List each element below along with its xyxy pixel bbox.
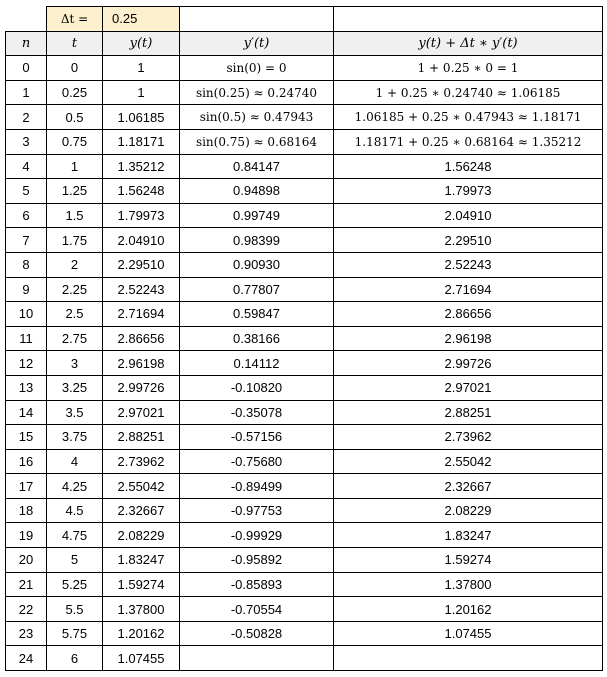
cell-next-y: 2.86656 [334, 302, 603, 327]
cell-y: 1.56248 [103, 179, 180, 204]
cell-y-prime: 0.99749 [180, 203, 334, 228]
cell-n: 0 [6, 56, 47, 81]
cell-y: 2.04910 [103, 228, 180, 253]
cell-y: 2.32667 [103, 498, 180, 523]
table-row [6, 548, 603, 573]
cell-n: 23 [6, 621, 47, 646]
cell-y: 2.55042 [103, 474, 180, 499]
cell-n: 1 [6, 80, 47, 105]
cell-y: 2.97021 [103, 400, 180, 425]
cell-y: 1 [103, 80, 180, 105]
cell-next-y: 1.37800 [334, 572, 603, 597]
cell-y-prime: -0.99929 [180, 523, 334, 548]
cell-y: 1.18171 [103, 129, 180, 154]
cell-t: 1.5 [47, 203, 103, 228]
cell-n: 13 [6, 375, 47, 400]
empty-cell [334, 7, 603, 32]
cell-next-y: 2.97021 [334, 375, 603, 400]
cell-next-y: 2.71694 [334, 277, 603, 302]
cell-y-prime: -0.57156 [180, 425, 334, 450]
header-next-y: y(t) + Δt ∗ y′(t) [334, 31, 603, 56]
table-row [6, 179, 603, 204]
cell-next-y: 2.55042 [334, 449, 603, 474]
cell-n: 15 [6, 425, 47, 450]
cell-n: 10 [6, 302, 47, 327]
cell-t: 0 [47, 56, 103, 81]
cell-t: 5.5 [47, 597, 103, 622]
cell-t: 3.75 [47, 425, 103, 450]
table-row [6, 474, 603, 499]
cell-t: 1.25 [47, 179, 103, 204]
cell-y-prime: sin(0.5) ≈ 0.47943 [180, 105, 334, 130]
cell-n: 3 [6, 129, 47, 154]
cell-next-y: 1.20162 [334, 597, 603, 622]
cell-t: 2.25 [47, 277, 103, 302]
cell-y: 1.59274 [103, 572, 180, 597]
cell-y: 2.88251 [103, 425, 180, 450]
cell-n: 2 [6, 105, 47, 130]
cell-y-prime: 0.94898 [180, 179, 334, 204]
table-row [6, 203, 603, 228]
cell-y-prime [180, 646, 334, 671]
cell-y-prime: -0.10820 [180, 375, 334, 400]
cell-t: 5.25 [47, 572, 103, 597]
table-row [6, 523, 603, 548]
cell-t: 0.25 [47, 80, 103, 105]
cell-y-prime: 0.59847 [180, 302, 334, 327]
table-row [6, 252, 603, 277]
cell-next-y: 1 + 0.25 ∗ 0 = 1 [334, 56, 603, 81]
header-y-prime: y′(t) [180, 31, 334, 56]
cell-t: 5 [47, 548, 103, 573]
cell-t: 5.75 [47, 621, 103, 646]
cell-y-prime: -0.35078 [180, 400, 334, 425]
table-row [6, 449, 603, 474]
cell-next-y: 2.29510 [334, 228, 603, 253]
cell-y-prime: 0.38166 [180, 326, 334, 351]
cell-y: 1.06185 [103, 105, 180, 130]
cell-next-y: 2.73962 [334, 425, 603, 450]
cell-next-y: 1.06185 + 0.25 ∗ 0.47943 ≈ 1.18171 [334, 105, 603, 130]
table-row [6, 597, 603, 622]
cell-y: 1.37800 [103, 597, 180, 622]
empty-cell [180, 7, 334, 32]
cell-next-y: 1 + 0.25 ∗ 0.24740 ≈ 1.06185 [334, 80, 603, 105]
cell-next-y: 2.52243 [334, 252, 603, 277]
cell-y: 2.08229 [103, 523, 180, 548]
cell-t: 3.25 [47, 375, 103, 400]
cell-y-prime: -0.89499 [180, 474, 334, 499]
table-row [6, 129, 603, 154]
cell-n: 17 [6, 474, 47, 499]
euler-table-body [6, 7, 603, 671]
cell-next-y [334, 646, 603, 671]
cell-next-y: 2.96198 [334, 326, 603, 351]
cell-t: 0.5 [47, 105, 103, 130]
table-row [6, 498, 603, 523]
header-row [6, 31, 603, 56]
table-row [6, 105, 603, 130]
cell-y: 2.99726 [103, 375, 180, 400]
cell-y: 2.73962 [103, 449, 180, 474]
cell-n: 16 [6, 449, 47, 474]
cell-t: 1.75 [47, 228, 103, 253]
cell-y-prime: -0.75680 [180, 449, 334, 474]
table-row [6, 277, 603, 302]
cell-t: 4.75 [47, 523, 103, 548]
cell-next-y: 1.56248 [334, 154, 603, 179]
cell-next-y: 1.59274 [334, 548, 603, 573]
cell-n: 9 [6, 277, 47, 302]
cell-y-prime: 0.90930 [180, 252, 334, 277]
cell-t: 3.5 [47, 400, 103, 425]
table-row [6, 400, 603, 425]
cell-y: 1.20162 [103, 621, 180, 646]
cell-y-prime: sin(0.75) ≈ 0.68164 [180, 129, 334, 154]
cell-t: 4 [47, 449, 103, 474]
cell-n: 18 [6, 498, 47, 523]
table-row [6, 646, 603, 671]
cell-y: 2.86656 [103, 326, 180, 351]
cell-n: 20 [6, 548, 47, 573]
delta-t-label: Δt = [47, 7, 103, 32]
cell-n: 4 [6, 154, 47, 179]
table-row [6, 326, 603, 351]
cell-y: 2.71694 [103, 302, 180, 327]
table-row [6, 351, 603, 376]
cell-t: 1 [47, 154, 103, 179]
cell-t: 4.5 [47, 498, 103, 523]
cell-next-y: 1.79973 [334, 179, 603, 204]
cell-next-y: 2.04910 [334, 203, 603, 228]
delta-t-value: 0.25 [103, 7, 180, 32]
cell-y: 1.79973 [103, 203, 180, 228]
delta-t-row [6, 7, 603, 32]
cell-n: 11 [6, 326, 47, 351]
cell-next-y: 1.18171 + 0.25 ∗ 0.68164 ≈ 1.35212 [334, 129, 603, 154]
cell-n: 21 [6, 572, 47, 597]
cell-t: 0.75 [47, 129, 103, 154]
table-row [6, 621, 603, 646]
cell-next-y: 2.88251 [334, 400, 603, 425]
cell-n: 24 [6, 646, 47, 671]
cell-t: 2 [47, 252, 103, 277]
header-y: y(t) [103, 31, 180, 56]
cell-t: 3 [47, 351, 103, 376]
cell-n: 14 [6, 400, 47, 425]
table-row [6, 572, 603, 597]
table-row [6, 228, 603, 253]
cell-y: 1.07455 [103, 646, 180, 671]
cell-y: 1.35212 [103, 154, 180, 179]
cell-y-prime: -0.50828 [180, 621, 334, 646]
cell-y: 2.52243 [103, 277, 180, 302]
cell-t: 2.5 [47, 302, 103, 327]
cell-y: 2.29510 [103, 252, 180, 277]
cell-n: 7 [6, 228, 47, 253]
cell-y-prime: -0.70554 [180, 597, 334, 622]
table-row [6, 56, 603, 81]
table-row [6, 302, 603, 327]
euler-table [5, 6, 603, 671]
cell-y-prime: 0.98399 [180, 228, 334, 253]
cell-n: 5 [6, 179, 47, 204]
cell-next-y: 2.99726 [334, 351, 603, 376]
cell-y-prime: 0.84147 [180, 154, 334, 179]
cell-y: 1.83247 [103, 548, 180, 573]
cell-y-prime: 0.77807 [180, 277, 334, 302]
cell-y-prime: 0.14112 [180, 351, 334, 376]
cell-n: 6 [6, 203, 47, 228]
cell-n: 22 [6, 597, 47, 622]
header-t: t [47, 31, 103, 56]
table-row [6, 425, 603, 450]
cell-t: 2.75 [47, 326, 103, 351]
cell-y-prime: sin(0.25) ≈ 0.24740 [180, 80, 334, 105]
cell-n: 12 [6, 351, 47, 376]
table-row [6, 375, 603, 400]
cell-t: 4.25 [47, 474, 103, 499]
empty-cell [6, 7, 47, 32]
cell-next-y: 2.32667 [334, 474, 603, 499]
cell-y-prime: -0.95892 [180, 548, 334, 573]
table-row [6, 154, 603, 179]
cell-next-y: 2.08229 [334, 498, 603, 523]
cell-n: 8 [6, 252, 47, 277]
cell-n: 19 [6, 523, 47, 548]
cell-y-prime: -0.85893 [180, 572, 334, 597]
cell-y-prime: sin(0) = 0 [180, 56, 334, 81]
table-row [6, 80, 603, 105]
cell-y-prime: -0.97753 [180, 498, 334, 523]
cell-t: 6 [47, 646, 103, 671]
cell-y: 2.96198 [103, 351, 180, 376]
header-n: n [6, 31, 47, 56]
cell-next-y: 1.07455 [334, 621, 603, 646]
cell-next-y: 1.83247 [334, 523, 603, 548]
cell-y: 1 [103, 56, 180, 81]
